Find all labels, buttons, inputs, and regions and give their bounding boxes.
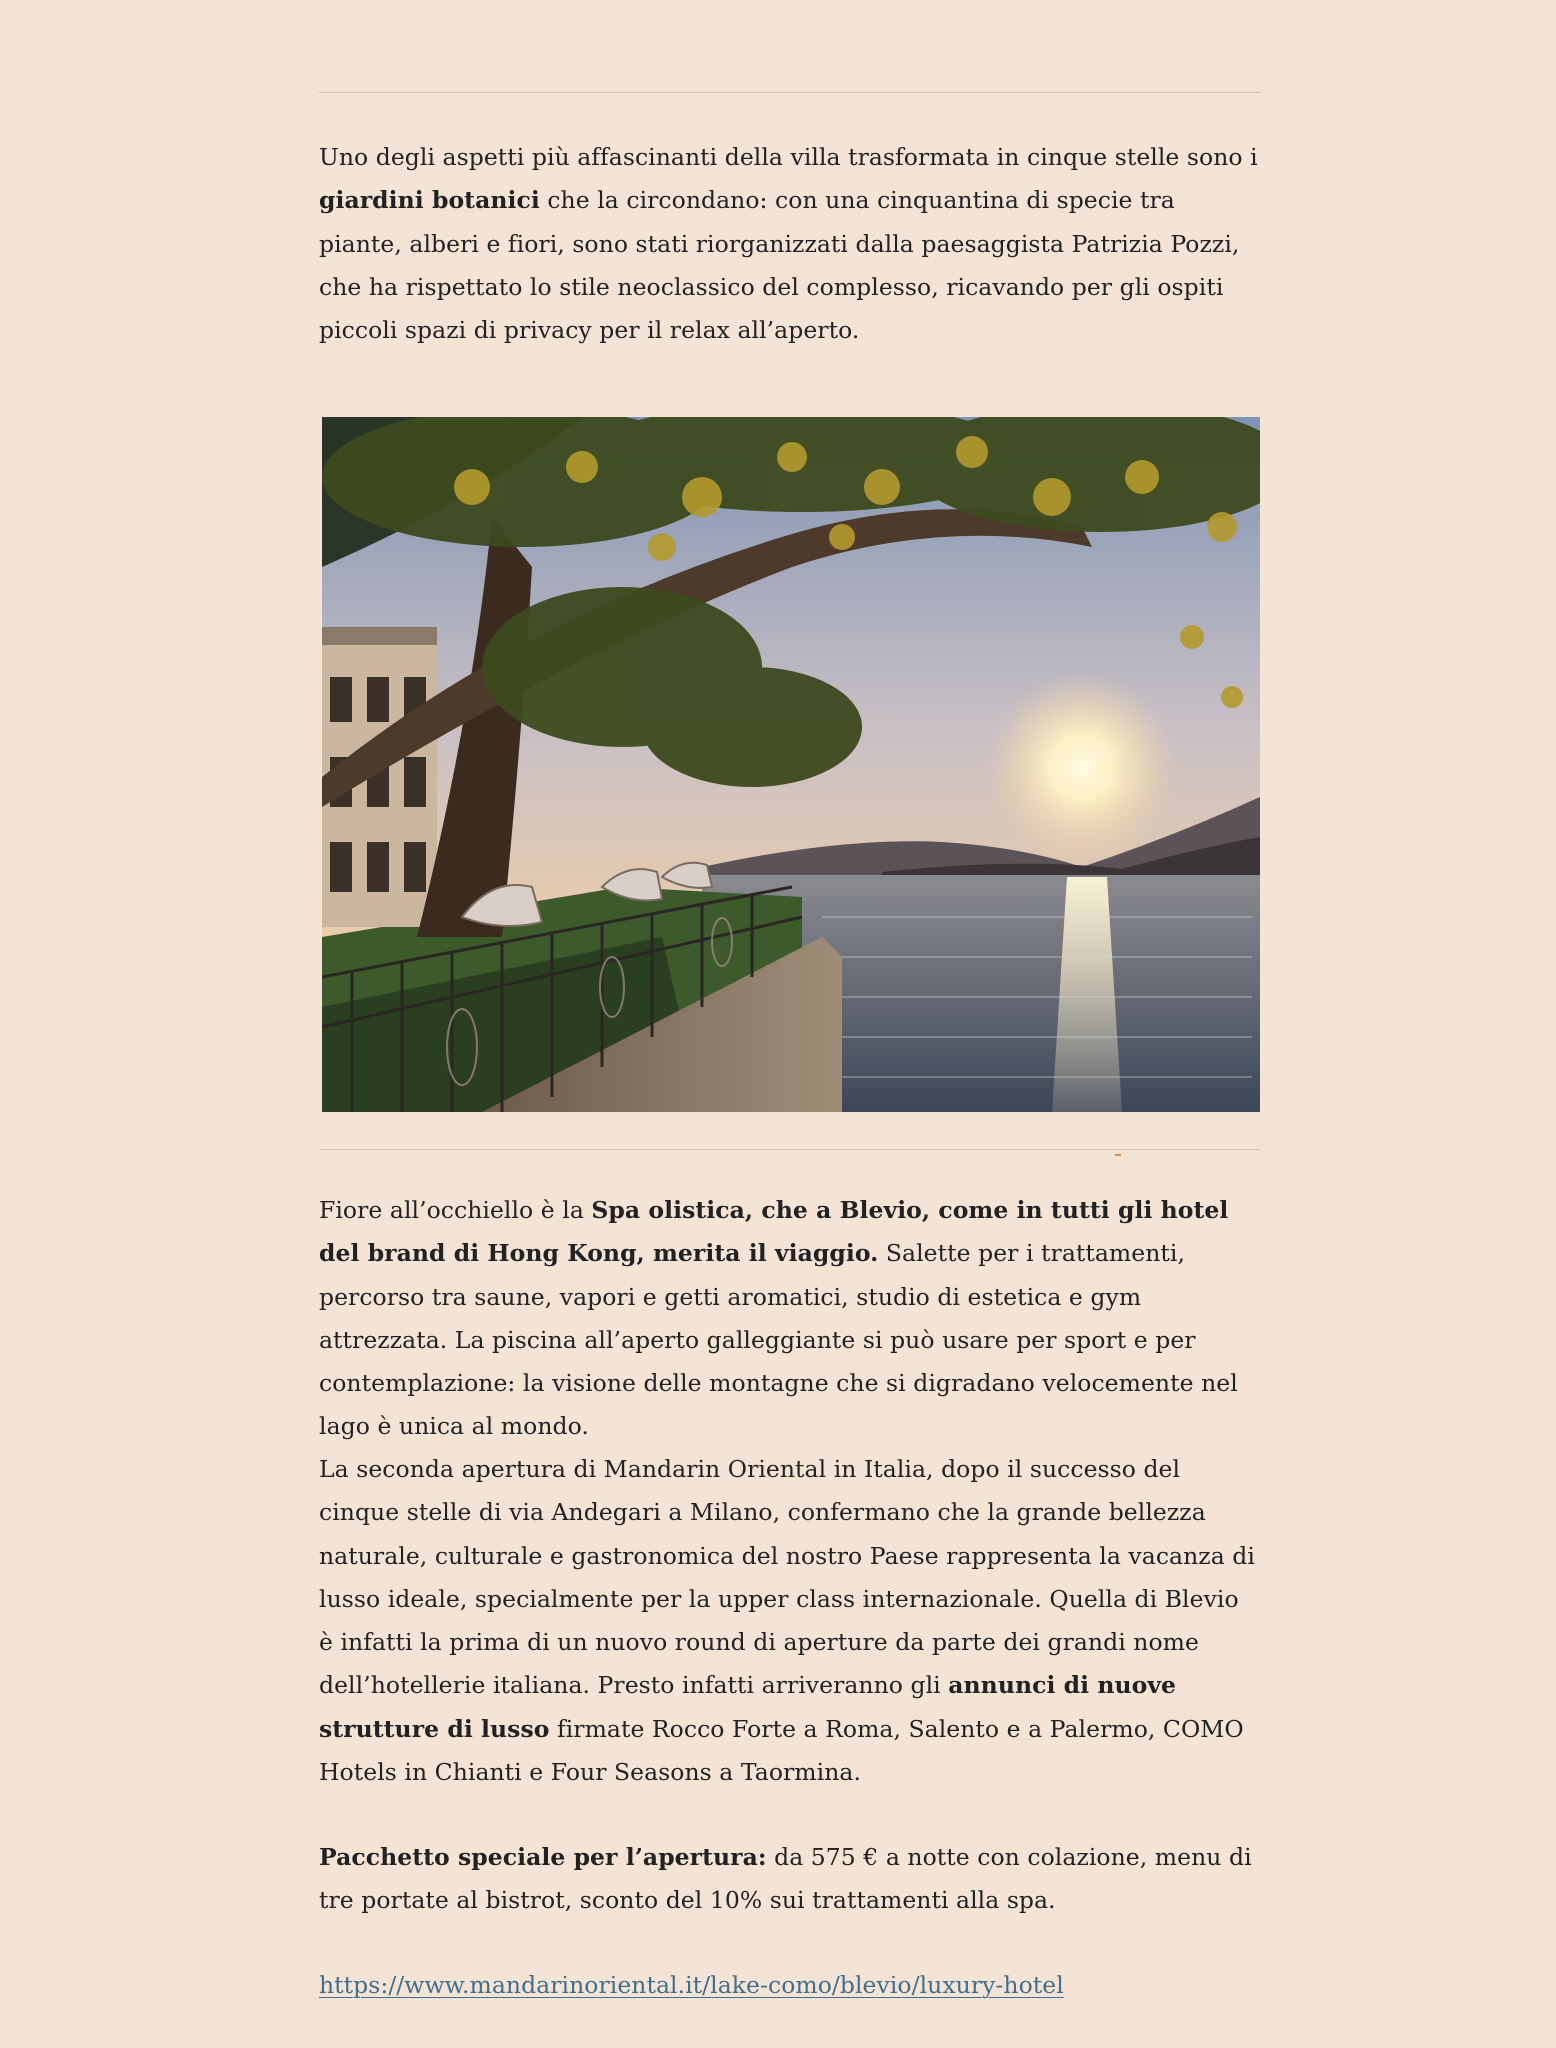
paragraph-openings [319, 1448, 1260, 1794]
top-divider [319, 92, 1260, 93]
paragraph-package-bold: Pacchetto speciale per l’apertura: [319, 1843, 767, 1871]
paragraph-gardens-bold: giardini botanici [319, 186, 540, 215]
paragraph-spa-bold: Spa olistica, che a Blevio, come in tutti gli hotel del brand di Hong Kong, merita il viaggio. [319, 1196, 1229, 1268]
paragraph-openings-bold: annunci di nuove strutture di lusso [319, 1671, 1177, 1743]
paragraph-spa-text-1: Fiore all’occhiello è la [319, 1196, 592, 1224]
paragraph-gardens-text-1: Uno degli aspetti più affascinanti della villa trasformata in cinque stelle sono i [319, 143, 1258, 171]
paragraph-gardens-text-2: che la circondano: con una cinquantina di specie tra piante, alberi e fiori, sono stati riorganizzati dalla paesaggista Patrizia Pozzi, che ha rispettato lo stile neoclassico del complesso, ricavando per gli ospiti piccoli spazi di privacy per il relax all’aperto. [319, 186, 1240, 345]
divider-accent-mark [1115, 1154, 1121, 1156]
paragraph-openings-text-1: La seconda apertura di Mandarin Oriental in Italia, dopo il successo del cinque stelle di via Andegari a Milano, confermano che la grande bellezza naturale, culturale e gastronomica del nostro Paese rappresenta la vacanza di lusso ideale, specialmente per la upper class internazionale. Quella di Blevio è infatti la prima di un nuovo round di aperture da parte dei grandi nome dell’hotellerie italiana. Presto infatti arriveranno gli [319, 1455, 1255, 1700]
paragraph-package [319, 1836, 1260, 1923]
image-divider [321, 1149, 1260, 1150]
paragraph-openings-text-2: firmate Rocco Forte a Roma, Salento e a Palermo, COMO Hotels in Chianti e Four Seasons a Taormina. [319, 1714, 1244, 1787]
paragraph-spa [319, 1189, 1260, 1449]
hotel-website-link[interactable]: https://www.mandarinoriental.it/lake-como/blevio/luxury-hotel [319, 1971, 1064, 1999]
link-paragraph [319, 1964, 1260, 2007]
paragraph-gardens [319, 136, 1260, 352]
paragraph-package-text: da 575 € a notte con colazione, menu di tre portate al bistrot, sconto del 10% sui trattamenti alla spa. [319, 1843, 1252, 1915]
paragraph-spa-text-2: Salette per i trattamenti, percorso tra saune, vapori e getti aromatici, studio di estetica e gym attrezzata. La piscina all’aperto galleggiante si può usare per sport e per contemplazione: la visione delle montagne che si digradano velocemente nel lago è unica al mondo. [319, 1239, 1238, 1441]
lake-sunset-photo [322, 417, 1260, 1112]
